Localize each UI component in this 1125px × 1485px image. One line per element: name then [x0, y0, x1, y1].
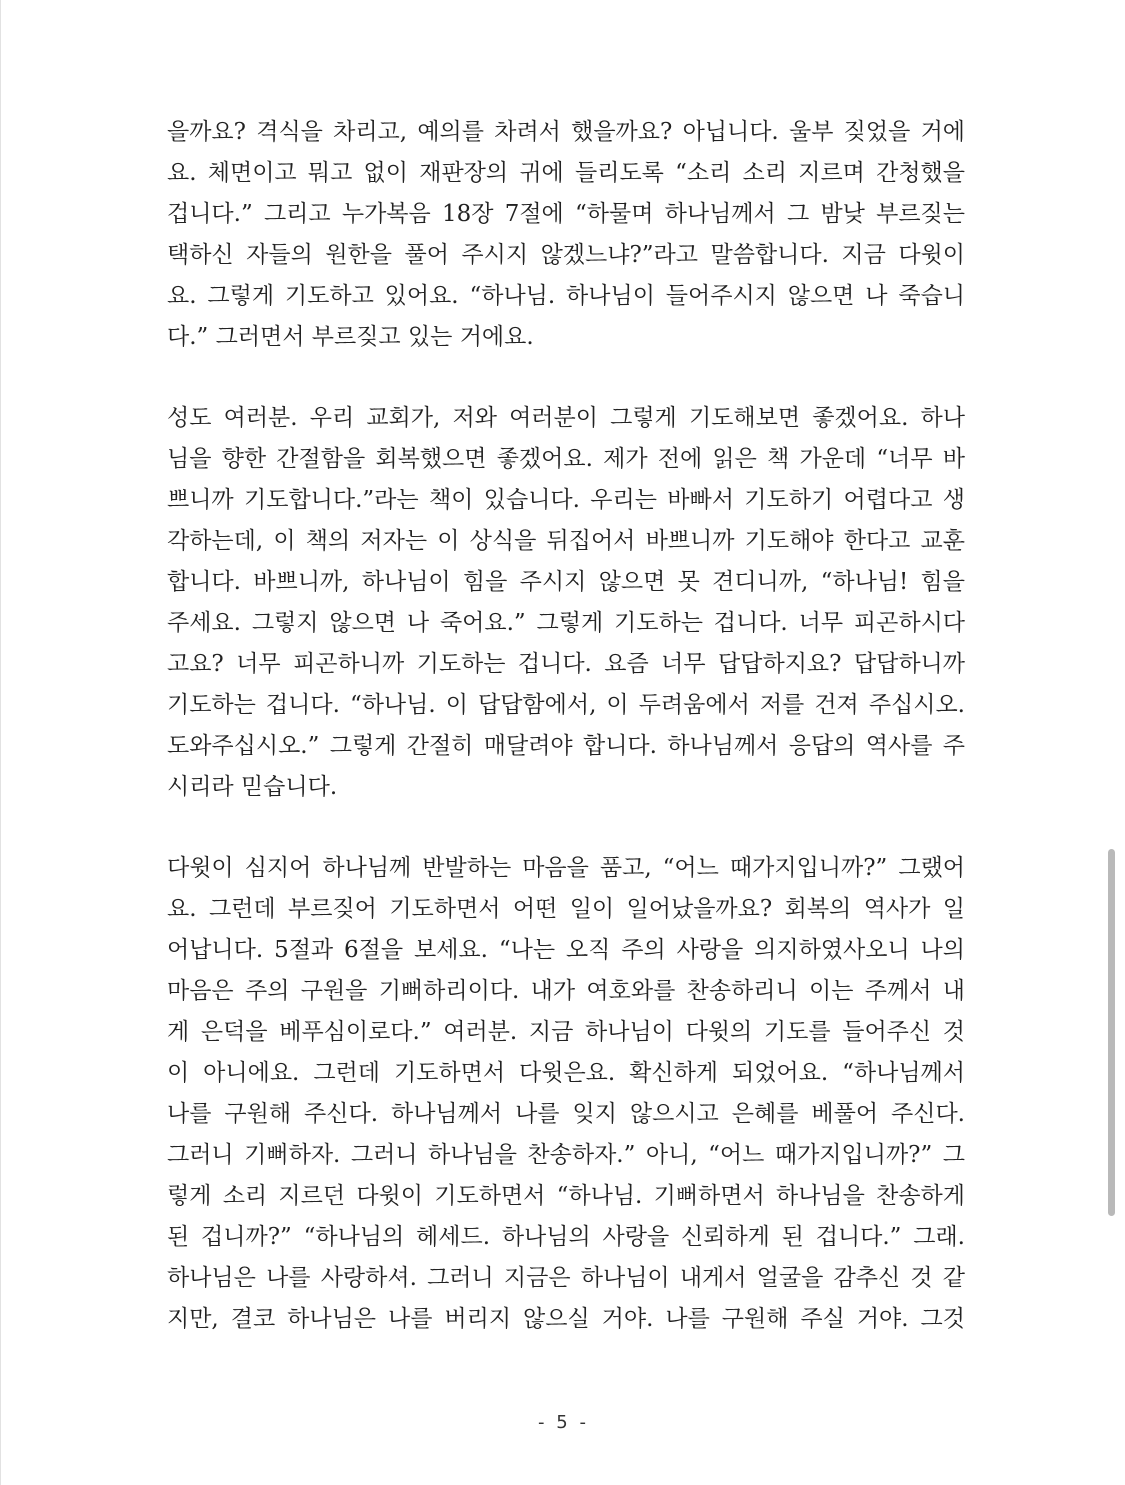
paragraph-1 — [167, 112, 965, 358]
paragraph-2 — [167, 398, 965, 808]
text-line: 어납니다. 5절과 6절을 보세요. “나는 오직 주의 사랑을 의지하였사오니 나의 — [167, 937, 965, 963]
text-line: 지만, 결코 하나님은 나를 버리지 않으실 거야. 나를 구원해 주실 거야. 그것 — [167, 1306, 965, 1332]
text-line: 을까요? 격식을 차리고, 예의를 차려서 했을까요? 아닙니다. 울부 짖었을 거에 — [167, 119, 965, 145]
text-line: 쁘니까 기도합니다.”라는 책이 있습니다. 우리는 바빠서 기도하기 어렵다고 생 — [167, 487, 965, 513]
text-line: 택하신 자들의 원한을 풀어 주시지 않겠느냐?”라고 말씀합니다. 지금 다윗이 — [167, 242, 965, 268]
text-line: 시리라 믿습니다. — [167, 774, 338, 800]
text-line: 하나님은 나를 사랑하셔. 그러니 지금은 하나님이 내게서 얼굴을 감추신 것 같 — [167, 1265, 965, 1291]
text-line: 게 은덕을 베푸심이로다.” 여러분. 지금 하나님이 다윗의 기도를 들어주신 것 — [167, 1019, 965, 1045]
text-line: 겁니다.” 그리고 누가복음 18장 7절에 “하물며 하나님께서 그 밤낮 부르짖는 — [167, 201, 965, 227]
text-line: 된 겁니까?” “하나님의 헤세드. 하나님의 사랑을 신뢰하게 된 겁니다.” 그래. — [167, 1224, 965, 1250]
text-line: 도와주십시오.” 그렇게 간절히 매달려야 합니다. 하나님께서 응답의 역사를 주 — [167, 733, 965, 759]
paragraph-3 — [167, 848, 965, 1340]
page-body — [167, 112, 965, 1380]
text-line: 합니다. 바쁘니까, 하나님이 힘을 주시지 않으면 못 견디니까, “하나님! 힘을 — [167, 569, 965, 595]
text-line: 나를 구원해 주신다. 하나님께서 나를 잊지 않으시고 은혜를 베풀어 주신다. — [167, 1101, 965, 1127]
text-line: 기도하는 겁니다. “하나님. 이 답답함에서, 이 두려움에서 저를 건져 주십시오. — [167, 692, 965, 718]
page-number: - 5 - — [538, 1412, 589, 1433]
text-line: 각하는데, 이 책의 저자는 이 상식을 뒤집어서 바쁘니까 기도해야 한다고 교훈 — [167, 528, 965, 554]
vertical-scrollbar[interactable] — [1108, 849, 1115, 1216]
text-line: 성도 여러분. 우리 교회가, 저와 여러분이 그렇게 기도해보면 좋겠어요. 하나 — [167, 405, 965, 431]
text-line: 이 아니에요. 그런데 기도하면서 다윗은요. 확신하게 되었어요. “하나님께서 — [167, 1060, 965, 1086]
text-line: 고요? 너무 피곤하니까 기도하는 겁니다. 요즘 너무 답답하지요? 답답하니까 — [167, 651, 965, 677]
text-line: 주세요. 그렇지 않으면 나 죽어요.” 그렇게 기도하는 겁니다. 너무 피곤하시다 — [167, 610, 965, 636]
text-line: 요. 그렇게 기도하고 있어요. “하나님. 하나님이 들어주시지 않으면 나 죽습니 — [167, 283, 965, 309]
text-line: 요. 체면이고 뭐고 없이 재판장의 귀에 들리도록 “소리 소리 지르며 간청했을 — [167, 160, 965, 186]
text-line: 렇게 소리 지르던 다윗이 기도하면서 “하나님. 기뻐하면서 하나님을 찬송하게 — [167, 1183, 965, 1209]
text-line: 다윗이 심지어 하나님께 반발하는 마음을 품고, “어느 때가지입니까?” 그랬어 — [167, 855, 965, 881]
text-line: 요. 그런데 부르짖어 기도하면서 어떤 일이 일어났을까요? 회복의 역사가 일 — [167, 896, 965, 922]
text-line: 그러니 기뻐하자. 그러니 하나님을 찬송하자.” 아니, “어느 때가지입니까?” 그 — [167, 1142, 965, 1168]
text-line: 마음은 주의 구원을 기뻐하리이다. 내가 여호와를 찬송하리니 이는 주께서 내 — [167, 978, 965, 1004]
text-line: 님을 향한 간절함을 회복했으면 좋겠어요. 제가 전에 읽은 책 가운데 “너무 바 — [167, 446, 965, 472]
text-line: 다.” 그러면서 부르짖고 있는 거에요. — [167, 324, 534, 350]
